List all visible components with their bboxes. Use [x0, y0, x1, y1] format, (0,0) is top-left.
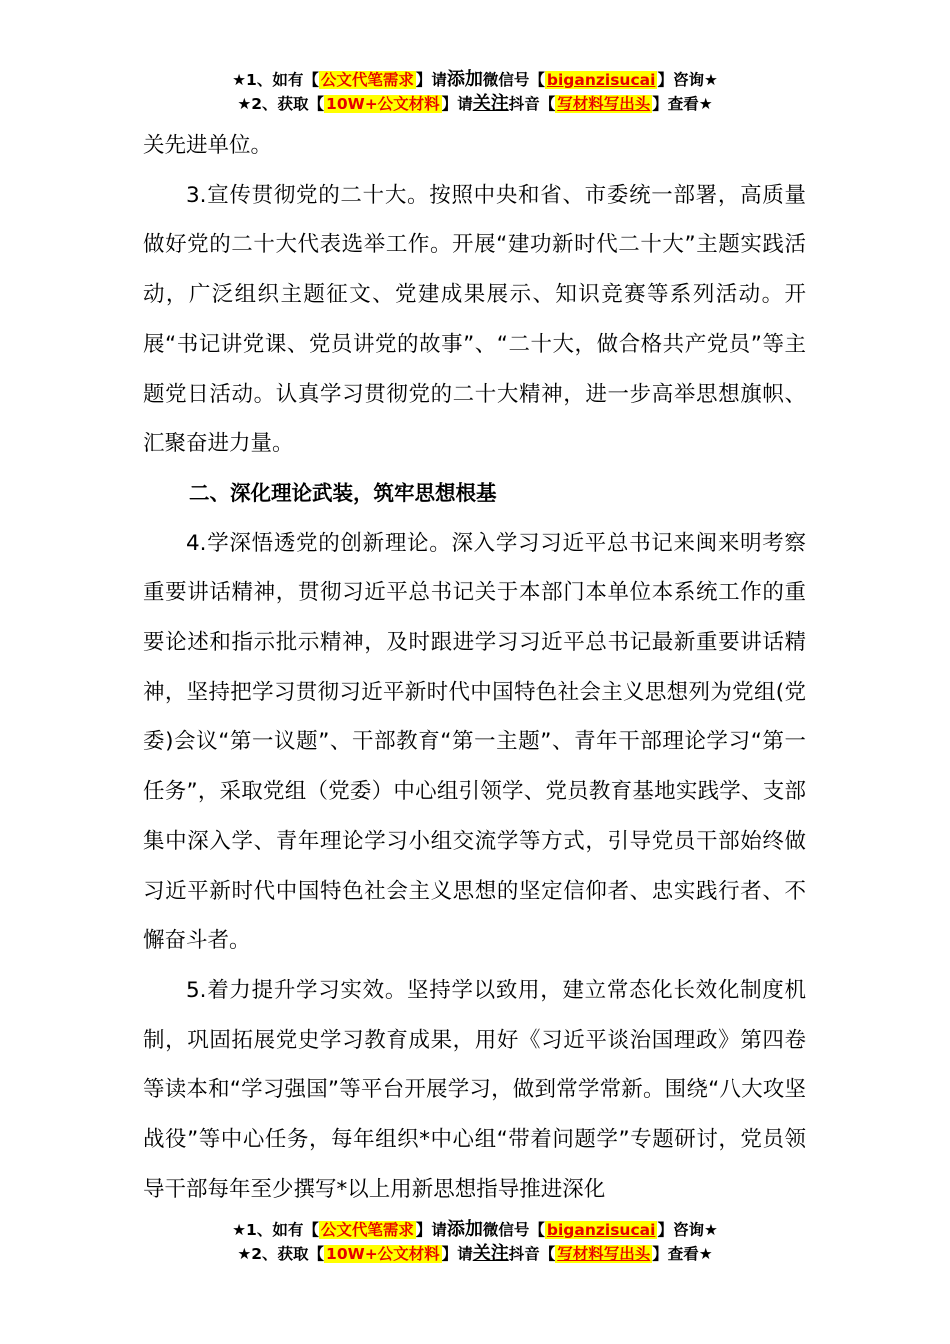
- footer-banner-line-1: [0, 1218, 950, 1242]
- paragraph-continued: 关先进单位。: [143, 133, 273, 158]
- banner-text: 】请: [441, 1245, 473, 1263]
- banner-highlight: 10W+公文材料: [326, 95, 440, 113]
- banner-text: 】请: [415, 1221, 447, 1239]
- banner-douyin-id: 写材料写出头: [557, 1245, 651, 1263]
- banner-emphasis: 添加: [446, 1219, 483, 1240]
- banner-highlight: 10W+公文材料: [326, 1245, 440, 1263]
- banner-wechat-id: biganzisucai: [546, 1221, 656, 1239]
- banner-text: ★1、如有【: [232, 71, 319, 89]
- paragraph-3: 3.宣传贯彻党的二十大。按照中央和省、市委统一部署，高质量做好党的二十大代表选举工作。开展“建功新时代二十大”主题实践活动，广泛组织主题征文、党建成果展示、知识竞赛等系列活动。开展“书记讲党课、党员讲党的故事”、“二十大，做合格共产党员”等主题党日活动。认真学习贯彻党的二十大精神，进一步高举思想旗帜、汇聚奋进力量。: [143, 182, 806, 457]
- banner-emphasis: 关注: [472, 1243, 509, 1264]
- banner-text: 】查看★: [652, 95, 713, 113]
- banner-text: ★2、获取【: [237, 95, 325, 113]
- footer-banner-line-2: [0, 1242, 950, 1266]
- banner-emphasis: 关注: [472, 93, 509, 114]
- banner-text: ★2、获取【: [237, 1245, 325, 1263]
- section-heading-2: 二、深化理论武装，筑牢思想根基: [189, 480, 497, 505]
- banner-text: 】请: [415, 71, 447, 89]
- document-body: [143, 121, 806, 1214]
- banner-text: 】咨询★: [657, 71, 718, 89]
- paragraph-5: 5.着力提升学习实效。坚持学以致用，建立常态化长效化制度机制，巩固拓展党史学习教育成果，用好《习近平谈治国理政》第四卷等读本和“学习强国”等平台开展学习，做到常学常新。围绕“八大攻坚战役”等中心任务，每年组织*中心组“带着问题学”专题研讨，党员领导干部每年至少撰写*以上用新思想指导推进深化: [143, 977, 806, 1202]
- banner-text: ★1、如有【: [232, 1221, 319, 1239]
- banner-text: 抖音【: [508, 95, 556, 113]
- banner-text: 】请: [441, 95, 473, 113]
- banner-text: 微信号【: [482, 1221, 545, 1239]
- banner-text: 】查看★: [652, 1245, 713, 1263]
- banner-highlight: 公文代笔需求: [320, 1221, 414, 1239]
- banner-text: 微信号【: [482, 71, 545, 89]
- footer-banner: [0, 1218, 950, 1266]
- banner-wechat-id: biganzisucai: [546, 71, 656, 89]
- header-banner-line-1: [0, 68, 950, 92]
- banner-text: 抖音【: [508, 1245, 556, 1263]
- paragraph-4: 4.学深悟透党的创新理论。深入学习习近平总书记来闽来明考察重要讲话精神，贯彻习近平总书记关于本部门本单位本系统工作的重要论述和指示批示精神，及时跟进学习习近平总书记最新重要讲话精神，坚持把学习贯彻习近平新时代中国特色社会主义思想列为党组(党委)会议“第一议题”、干部教育“第一主题”、青年干部理论学习“第一任务”，采取党组（党委）中心组引领学、党员教育基地实践学、支部集中深入学、青年理论学习小组交流学等方式，引导党员干部始终做习近平新时代中国特色社会主义思想的坚定信仰者、忠实践行者、不懈奋斗者。: [143, 530, 806, 954]
- banner-douyin-id: 写材料写出头: [557, 95, 651, 113]
- banner-text: 】咨询★: [657, 1221, 718, 1239]
- banner-emphasis: 添加: [446, 69, 483, 90]
- banner-highlight: 公文代笔需求: [320, 71, 414, 89]
- header-banner: [0, 68, 950, 116]
- header-banner-line-2: [0, 92, 950, 116]
